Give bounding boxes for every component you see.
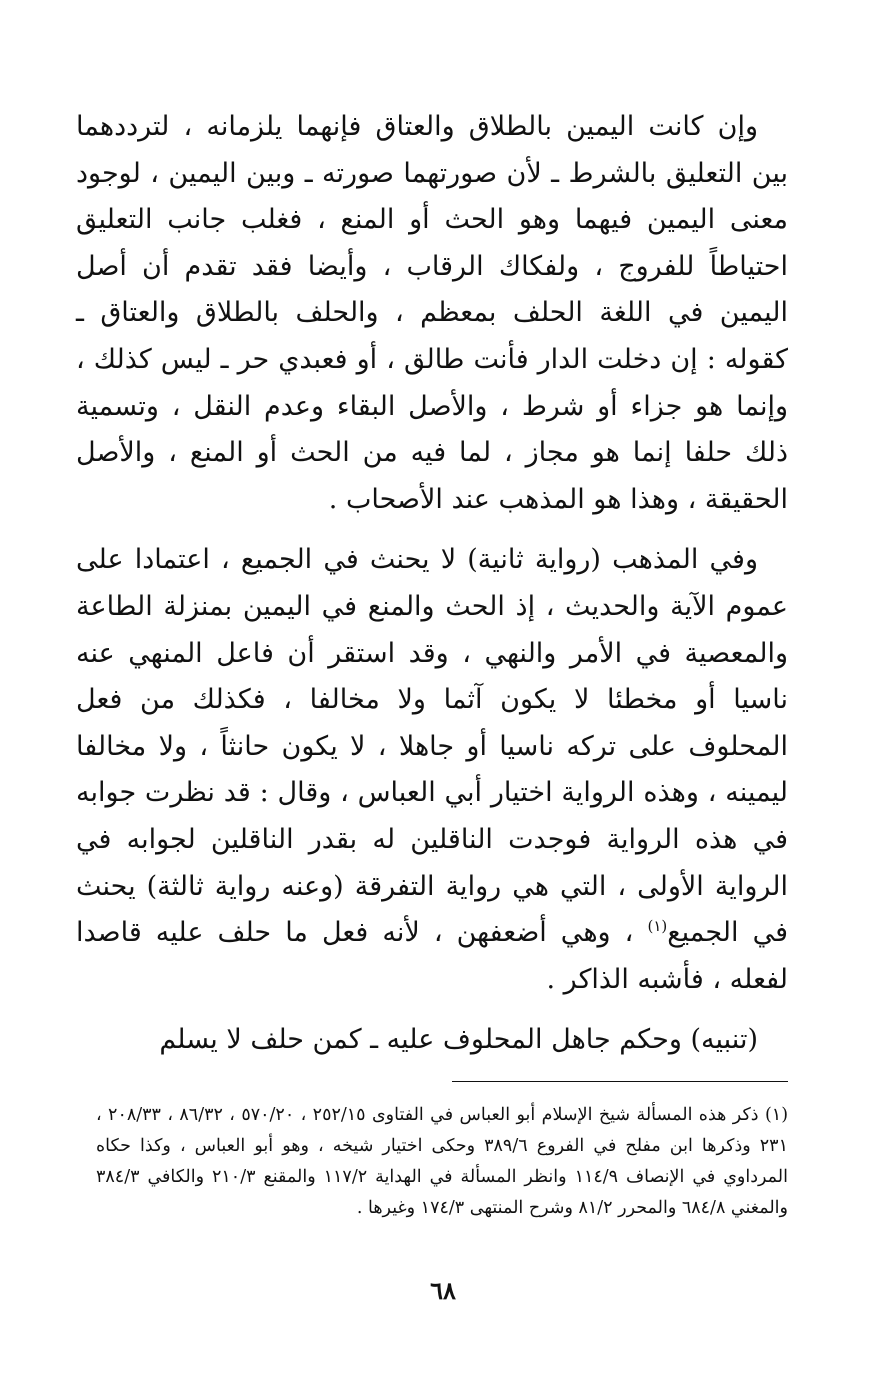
main-text bbox=[76, 104, 788, 1064]
paragraph-2 bbox=[76, 537, 788, 1003]
page-number: ٦٨ bbox=[430, 1276, 456, 1305]
footnote-reference: (١) bbox=[647, 917, 668, 936]
paragraph-3: (تنبيه) وحكم جاهل المحلوف عليه ـ كمن حلف لا يسلم bbox=[159, 1024, 758, 1056]
footnote-separator bbox=[452, 1081, 788, 1082]
paragraph-2-text: وفي المذهب (رواية ثانية) لا يحنث في الجميع ، اعتمادا على عموم الآية والحديث ، إذ الحث والمنع في اليمين بمنزلة الطاعة والمعصية في الأمر والنهي ، وقد استقر أن فاعل المنهي عنه ناسيا أو مخطئا لا يكون آثما ولا مخالفا ، فكذلك من فعل المحلوف على تركه ناسيا أو جاهلا ، لا يكون حانثاً ، ولا مخالفا ليمينه ، وهذه الرواية اختيار أبي العباس ، وقال : قد نظرت جوابه في هذه الرواية فوجدت الناقلين له بقدر الناقلين لجوابه في الرواية الأولى ، التي هي رواية التفرقة (وعنه رواية ثالثة) يحنث في الجميع bbox=[76, 544, 788, 949]
footnote-1: (١) ذكر هذه المسألة شيخ الإسلام أبو العباس في الفتاوى ٢٥٢/١٥ ، ٥٧٠/٢٠ ، ٨٦/٣٢ ، ٢٠٨/٣٣ ، ٢٣١ وذكرها ابن مفلح في الفروع ٣٨٩/٦ وحكى اختيار شيخه ، وهو أبو العباس ، وكذا حكاه المرداوي في الإنصاف ١١٤/٩ وانظر المسألة في الهداية ١١٧/٢ والمقنع ٢١٠/٣ والكافي ٣٨٤/٣ والمغني ٦٨٤/٨ والمحرر ٨١/٢ وشرح المنتهى ١٧٤/٣ وغيرها . bbox=[96, 1105, 789, 1218]
paragraph-2-tail: ، وهي أضعفهن ، لأنه فعل ما حلف عليه قاصدا لفعله ، فأشبه الذاكر . bbox=[76, 917, 788, 995]
footnotes bbox=[96, 1100, 788, 1224]
paragraph-1: وإن كانت اليمين بالطلاق والعتاق فإنهما يلزمانه ، لترددهما بين التعليق بالشرط ـ لأن صورتهما صورته ـ وبين اليمين ، لوجود معنى اليمين فيهما وهو الحث أو المنع ، فغلب جانب التعليق احتياطاً للفروج ، ولفكاك الرقاب ، وأيضا فقد تقدم أن أصل اليمين في اللغة الحلف بمعظم ، والحلف بالطلاق والعتاق ـ كقوله : إن دخلت الدار فأنت طالق ، أو فعبدي حر ـ ليس كذلك ، وإنما هو جزاء أو شرط ، والأصل البقاء وعدم النقل ، وتسمية ذلك حلفا إنما هو مجاز ، لما فيه من الحث أو المنع ، والأصل الحقيقة ، وهذا هو المذهب عند الأصحاب . bbox=[76, 111, 788, 515]
